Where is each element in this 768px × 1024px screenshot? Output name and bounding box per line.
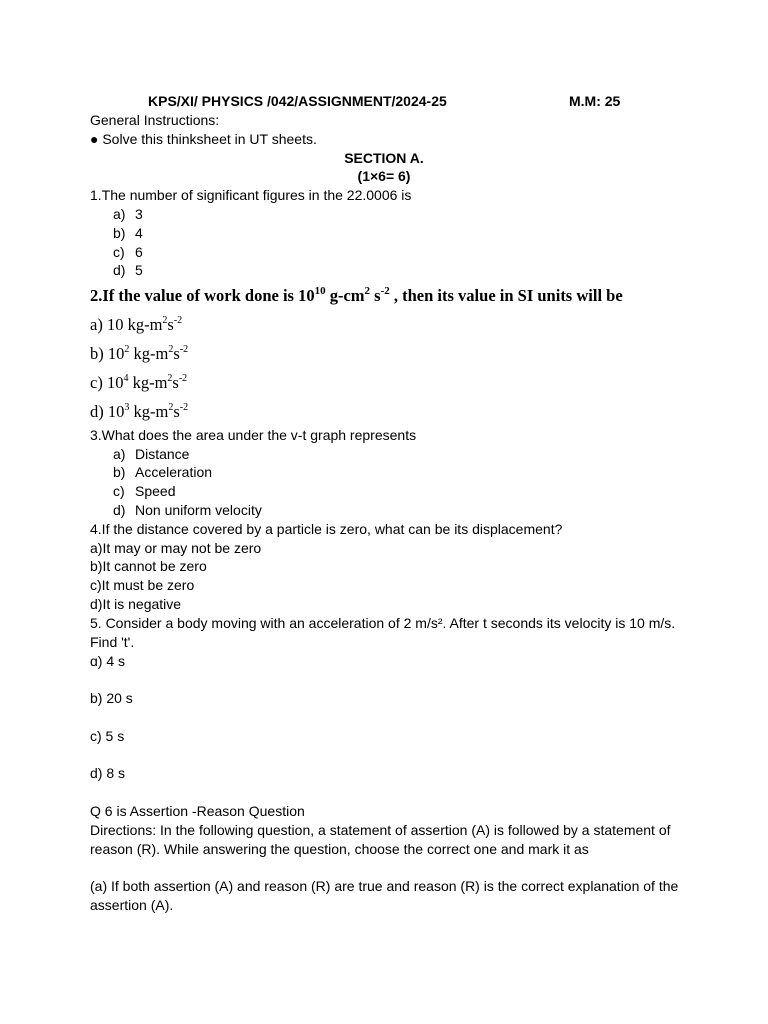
q3-option-b: b) Acceleration — [113, 464, 213, 480]
question-3-text: 3.What does the area under the v-t graph represents — [90, 427, 417, 443]
q1-option-c: c) 6 — [113, 244, 143, 260]
q5-option-c: c) 5 s — [90, 728, 125, 744]
q2-option-c: c) $10^4$ $kg-m^2s^{-2}$ — [90, 373, 188, 392]
question-6-heading: Q 6 is Assertion -Reason Question — [90, 803, 305, 819]
q5-option-b: b) 20 s — [90, 690, 133, 706]
q6-option-a-line2: assertion (A). — [90, 897, 174, 913]
instruction-item: ● Solve this thinksheet in UT sheets. — [90, 131, 317, 147]
q2-option-b: b) $10^2$ $kg-m^2s^{-2}$ — [90, 344, 189, 363]
q2-option-d: d) $10^3$ $kg-m^2s^{-2}$ — [90, 402, 189, 421]
question-5-text-line1: 5. Consider a body moving with an acceleration of 2 m/s². After t seconds its velocity is 10 m/s. — [90, 615, 676, 631]
question-1-text: 1.The number of significant figures in the 22.0006 is — [90, 187, 412, 203]
q1-option-a: a) 3 — [113, 206, 143, 222]
q4-option-a: a)It may or may not be zero — [90, 540, 262, 556]
question-4-text: 4.If the distance covered by a particle is zero, what can be its displacement? — [90, 521, 563, 537]
q3-option-d: d) Non uniform velocity — [113, 502, 262, 518]
question-2-text: 2.If the value of work done is $10^{10}$ $g-cm^2$ $s^{-2}$ , then its value in SI units will be — [90, 285, 623, 305]
q1-option-b: b) 4 — [113, 225, 143, 241]
q2-option-a: a) 10 $kg-m^2s^{-2}$ — [90, 315, 183, 334]
max-marks: M.M: 25 — [569, 93, 621, 109]
q5-option-a: ɑ) 4 s — [90, 653, 126, 669]
q4-option-b: b)It cannot be zero — [90, 558, 207, 574]
q3-option-a: a) Distance — [113, 446, 190, 462]
q4-option-c: c)It must be zero — [90, 577, 195, 593]
q4-option-d: d)It is negative — [90, 596, 182, 612]
instructions-heading: General Instructions: — [90, 112, 220, 128]
question-5-text-line2: Find 't'. — [90, 634, 135, 650]
section-title: SECTION A. — [344, 150, 424, 166]
q6-directions-line1: Directions: In the following question, a statement of assertion (A) is followed by a statement of — [90, 822, 671, 838]
assignment-title: KPS/XI/ PHYSICS /042/ASSIGNMENT/2024-25 — [148, 93, 447, 109]
q1-option-d: d) 5 — [113, 262, 143, 278]
section-marks: (1×6= 6) — [357, 168, 411, 184]
q6-option-a-line1: (a) If both assertion (A) and reason (R) are true and reason (R) is the correct explanation of the — [90, 878, 679, 894]
q3-option-c: c) Speed — [113, 483, 176, 499]
q6-directions-line2: reason (R). While answering the question, choose the correct one and mark it as — [90, 841, 589, 857]
q5-option-d: d) 8 s — [90, 765, 126, 781]
